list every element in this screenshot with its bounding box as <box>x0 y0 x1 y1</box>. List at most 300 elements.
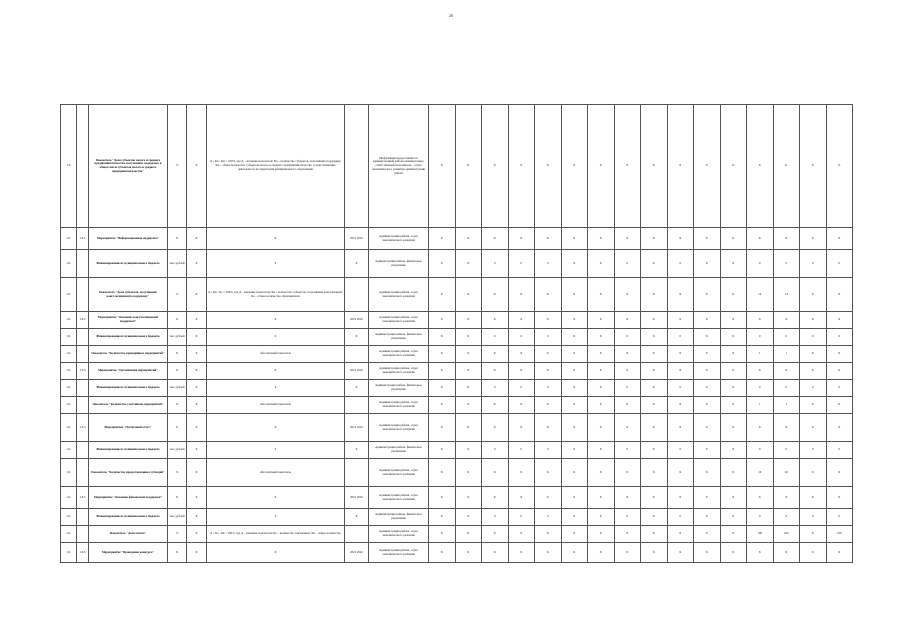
row-cell: Х <box>773 543 800 563</box>
row-cell: Х <box>614 346 641 363</box>
row-cell: Х <box>641 380 668 397</box>
table-row <box>61 397 853 414</box>
row-cell: Х <box>826 543 853 563</box>
table-row <box>61 329 853 346</box>
row-cell: Х <box>429 414 456 442</box>
row-formula: Х <box>207 228 345 250</box>
row-name: Показатель "Доля субъектов малого и среднего предпринимательства, получивших поддержку, в общем числе субъектов малого и среднего предпринимательства" <box>89 105 168 228</box>
row-cell: Х <box>429 278 456 312</box>
row-cell: Х <box>720 312 747 329</box>
row-cell: Х <box>535 228 562 250</box>
row-cell: Х <box>694 105 721 228</box>
row-unit: тыс. рублей <box>168 380 187 397</box>
table-row <box>61 250 853 278</box>
row-cell: Х <box>588 250 615 278</box>
row-cell: Х <box>508 414 535 442</box>
row-cell: Х <box>508 312 535 329</box>
row-number: 1.9. <box>61 509 77 526</box>
row-cell: Х <box>800 526 827 543</box>
row-cell: Х <box>667 543 694 563</box>
row-value: Х <box>187 442 207 459</box>
row-source: Администрация района, отдел экономического развития <box>369 487 429 509</box>
row-cell: 11 <box>826 105 853 228</box>
row-formula: Х <box>207 487 345 509</box>
row-cell: 0 <box>482 329 509 346</box>
table-row <box>61 278 853 312</box>
row-cell: Х <box>614 543 641 563</box>
row-cell: 0 <box>508 250 535 278</box>
row-value: Х <box>187 346 207 363</box>
row-cell: Х <box>588 487 615 509</box>
row-cell: 0 <box>667 250 694 278</box>
row-subnumber <box>77 278 89 312</box>
row-cell: 0 <box>614 509 641 526</box>
row-source: Администрация района, отдел экономического развития <box>369 414 429 442</box>
row-name: Мероприятие "Оказание консультационной поддержки" <box>89 312 168 329</box>
row-cell: Х <box>641 487 668 509</box>
row-cell: Х <box>694 312 721 329</box>
row-unit: Х <box>168 543 187 563</box>
row-source: Информация предоставляется администрацией района ежеквартально, ответственный исполнитель – отдел экономического развития администрации района <box>369 105 429 228</box>
row-subnumber: 1.9.6 <box>77 543 89 563</box>
row-cell: Х <box>720 228 747 250</box>
row-cell: Х <box>667 397 694 414</box>
row-name: Мероприятие "Организация мероприятий" <box>89 363 168 380</box>
row-cell: 0 <box>535 250 562 278</box>
row-cell: Х <box>455 414 482 442</box>
row-cell: Х <box>614 459 641 487</box>
row-cell: Х <box>614 487 641 509</box>
row-cell: Х <box>482 312 509 329</box>
row-cell: Х <box>747 363 774 380</box>
row-cell: Х <box>455 487 482 509</box>
row-source: Администрация района, отдел экономического развития <box>369 228 429 250</box>
row-value: Х <box>187 329 207 346</box>
row-cell: Х <box>455 228 482 250</box>
table-row <box>61 442 853 459</box>
row-source: Администрация района, отдел экономического развития <box>369 363 429 380</box>
row-unit: Х <box>168 397 187 414</box>
row-cell: Х <box>455 380 482 397</box>
row-cell: Х <box>588 442 615 459</box>
row-value: Х <box>187 380 207 397</box>
row-cell: Х <box>535 543 562 563</box>
row-cell: Х <box>800 487 827 509</box>
row-cell: Х <box>641 509 668 526</box>
row-cell: Х <box>535 278 562 312</box>
row-cell: Х <box>641 105 668 228</box>
row-name: Мероприятие "Информационная поддержка" <box>89 228 168 250</box>
row-cell: Х <box>429 397 456 414</box>
row-cell: Х <box>455 278 482 312</box>
row-cell: 0 <box>826 509 853 526</box>
row-cell: Х <box>455 543 482 563</box>
row-cell: 1 <box>773 397 800 414</box>
row-cell: Х <box>535 312 562 329</box>
row-formula: Абсолютный показатель <box>207 459 345 487</box>
row-cell: Х <box>429 487 456 509</box>
row-period: 2021 2022 <box>345 312 369 329</box>
row-formula: 0 <box>207 380 345 397</box>
row-subnumber <box>77 397 89 414</box>
row-formula: 0 <box>207 442 345 459</box>
row-name: Финансирование из муниципального бюджета <box>89 442 168 459</box>
row-cell: Х <box>588 346 615 363</box>
row-subnumber: 1.9.3 <box>77 363 89 380</box>
row-formula: Х <box>207 543 345 563</box>
row-cell: Х <box>614 397 641 414</box>
row-number: 1.9. <box>61 526 77 543</box>
row-cell: 0 <box>508 329 535 346</box>
row-unit: Х <box>168 346 187 363</box>
row-cell: Х <box>720 414 747 442</box>
row-cell: Х <box>720 543 747 563</box>
row-subnumber <box>77 459 89 487</box>
row-cell: Х <box>561 459 588 487</box>
row-cell: Х <box>826 312 853 329</box>
row-value: Х <box>187 312 207 329</box>
row-cell: Х <box>429 346 456 363</box>
row-subnumber <box>77 346 89 363</box>
row-cell: Х <box>535 397 562 414</box>
row-cell: Х <box>455 363 482 380</box>
row-cell: Х <box>800 105 827 228</box>
row-cell: Х <box>800 543 827 563</box>
row-cell: 100 <box>773 526 800 543</box>
row-cell: Х <box>641 414 668 442</box>
row-name: Показатель "Доля субъектов, получивших консультационную поддержку" <box>89 278 168 312</box>
row-cell: Х <box>720 442 747 459</box>
row-value: Х <box>187 228 207 250</box>
row-cell: Х <box>455 397 482 414</box>
row-cell: Х <box>588 278 615 312</box>
row-period <box>345 105 369 228</box>
row-cell: Х <box>720 397 747 414</box>
row-cell: 0 <box>614 250 641 278</box>
row-source: Администрация района, отдел экономического развития <box>369 526 429 543</box>
row-cell: 0 <box>800 509 827 526</box>
row-formula: Д = Кк / Ко × 100%, где Д – значение показателя; Кк – количество субъектов, получивших консультацию; Ко – общее количество обратившихся <box>207 278 345 312</box>
row-cell: Х <box>429 442 456 459</box>
row-cell: Х <box>800 278 827 312</box>
row-period: Х <box>345 329 369 346</box>
row-number: 1.9. <box>61 346 77 363</box>
row-cell: Х <box>482 414 509 442</box>
row-cell: 11 <box>720 105 747 228</box>
row-cell: Х <box>694 278 721 312</box>
row-formula: Д = Ко / Кв × 100%, где Д – значение показателя; Ко – количество охваченных; Кв – общее количество <box>207 526 345 543</box>
row-unit: Х <box>168 228 187 250</box>
row-unit: Х <box>168 487 187 509</box>
row-cell: Х <box>694 543 721 563</box>
row-formula: Х <box>207 363 345 380</box>
table-row <box>61 526 853 543</box>
row-cell: 0 <box>826 380 853 397</box>
row-cell: Х <box>508 526 535 543</box>
row-unit: тыс. рублей <box>168 250 187 278</box>
row-unit: тыс. рублей <box>168 509 187 526</box>
row-formula: Абсолютный показатель <box>207 346 345 363</box>
row-subnumber <box>77 526 89 543</box>
table-row <box>61 459 853 487</box>
row-cell: Х <box>667 278 694 312</box>
row-cell: Х <box>826 487 853 509</box>
row-cell: Х <box>561 509 588 526</box>
row-cell: Х <box>641 526 668 543</box>
row-cell: Х <box>614 228 641 250</box>
row-cell: 0 <box>800 250 827 278</box>
row-source: Администрация района, финансовое управление <box>369 442 429 459</box>
row-cell: 0 <box>667 509 694 526</box>
row-cell: Х <box>800 228 827 250</box>
row-cell: Х <box>482 228 509 250</box>
row-cell: 0 <box>800 442 827 459</box>
row-cell: 0 <box>535 380 562 397</box>
row-cell: Х <box>694 250 721 278</box>
row-cell: Х <box>800 363 827 380</box>
row-cell: Х <box>482 543 509 563</box>
row-period: 2021 2022 <box>345 543 369 563</box>
row-number: 1.9. <box>61 380 77 397</box>
row-cell: 14 <box>773 278 800 312</box>
row-cell: Х <box>429 380 456 397</box>
row-value: Х <box>187 278 207 312</box>
row-cell: Х <box>747 414 774 442</box>
row-value: Х <box>187 105 207 228</box>
table-row <box>61 414 853 442</box>
row-source: Администрация района, отдел экономического развития <box>369 397 429 414</box>
row-cell: Х <box>482 526 509 543</box>
row-cell: 1 <box>747 397 774 414</box>
table-row <box>61 346 853 363</box>
row-cell: Х <box>455 105 482 228</box>
row-cell: Х <box>588 509 615 526</box>
row-cell: 0 <box>826 250 853 278</box>
row-cell: Х <box>561 329 588 346</box>
row-cell: Х <box>561 346 588 363</box>
row-cell: Х <box>482 487 509 509</box>
row-number: 1.9. <box>61 312 77 329</box>
row-value: Х <box>187 487 207 509</box>
row-cell: 0 <box>482 250 509 278</box>
row-cell: 0 <box>747 329 774 346</box>
row-name: Финансирование из муниципального бюджета <box>89 509 168 526</box>
row-cell: Х <box>720 459 747 487</box>
row-cell: Х <box>588 414 615 442</box>
row-cell: Х <box>614 363 641 380</box>
row-cell: 0 <box>773 442 800 459</box>
row-cell: Х <box>482 363 509 380</box>
row-period <box>345 346 369 363</box>
row-formula: Х <box>207 312 345 329</box>
row-cell: Х <box>561 380 588 397</box>
row-cell: 0 <box>614 329 641 346</box>
table-row <box>61 105 853 228</box>
row-value: Х <box>187 397 207 414</box>
row-cell: Х <box>429 509 456 526</box>
row-cell: Х <box>614 105 641 228</box>
row-cell: Х <box>667 363 694 380</box>
row-cell: Х <box>482 346 509 363</box>
row-cell: 0 <box>773 509 800 526</box>
row-formula: 0 <box>207 329 345 346</box>
row-name: Мероприятие "Оказание финансовой поддержки" <box>89 487 168 509</box>
row-cell: Х <box>826 397 853 414</box>
row-value: Х <box>187 509 207 526</box>
row-cell: Х <box>720 250 747 278</box>
row-cell: 0 <box>773 250 800 278</box>
row-cell: Х <box>561 105 588 228</box>
row-cell: Х <box>667 346 694 363</box>
row-value: Х <box>187 543 207 563</box>
row-cell: Х <box>508 105 535 228</box>
row-cell: Х <box>588 228 615 250</box>
row-cell: Х <box>429 363 456 380</box>
row-subnumber: 1.9.4 <box>77 414 89 442</box>
row-period <box>345 459 369 487</box>
row-value: Х <box>187 363 207 380</box>
row-unit: % <box>168 278 187 312</box>
row-cell: Х <box>561 312 588 329</box>
row-cell: 100 <box>826 526 853 543</box>
table-row <box>61 380 853 397</box>
row-cell: Х <box>773 363 800 380</box>
row-cell: 0 <box>667 329 694 346</box>
table-row <box>61 509 853 526</box>
row-cell: Х <box>561 250 588 278</box>
row-value: Х <box>187 250 207 278</box>
table-row <box>61 363 853 380</box>
row-cell: Х <box>826 346 853 363</box>
table-row <box>61 543 853 563</box>
row-cell: Х <box>455 509 482 526</box>
row-cell: Х <box>694 363 721 380</box>
row-number: 1.9. <box>61 442 77 459</box>
row-cell: Х <box>747 543 774 563</box>
row-cell: Х <box>561 363 588 380</box>
row-cell: Х <box>482 397 509 414</box>
row-cell: Х <box>826 278 853 312</box>
row-unit: тыс. рублей <box>168 329 187 346</box>
row-cell: Х <box>482 278 509 312</box>
row-value: Х <box>187 526 207 543</box>
row-period <box>345 526 369 543</box>
row-cell: Х <box>614 278 641 312</box>
row-cell: Х <box>641 228 668 250</box>
row-cell: Х <box>720 363 747 380</box>
row-cell: Х <box>588 363 615 380</box>
row-cell: Х <box>588 105 615 228</box>
row-cell: Х <box>641 250 668 278</box>
row-name: Финансирование из муниципального бюджета <box>89 380 168 397</box>
row-formula: 0 <box>207 509 345 526</box>
row-cell: Х <box>667 228 694 250</box>
row-name: Показатель "Количество предоставленных субсидий" <box>89 459 168 487</box>
row-cell: Х <box>508 543 535 563</box>
row-cell: Х <box>508 487 535 509</box>
row-period <box>345 397 369 414</box>
row-unit: тыс. рублей <box>168 442 187 459</box>
row-source: Администрация района, финансовое управление <box>369 509 429 526</box>
row-cell: 0 <box>535 442 562 459</box>
row-cell: 0 <box>508 442 535 459</box>
row-name: Мероприятие "Проведение конкурса" <box>89 543 168 563</box>
row-subnumber: 1.9.1 <box>77 228 89 250</box>
row-cell: Х <box>455 346 482 363</box>
row-source: Администрация района, отдел экономического развития <box>369 543 429 563</box>
row-cell: 11 <box>773 105 800 228</box>
row-cell: Х <box>429 105 456 228</box>
row-cell: Х <box>694 459 721 487</box>
row-cell: 1 <box>747 346 774 363</box>
row-cell: Х <box>588 380 615 397</box>
row-cell: Х <box>826 414 853 442</box>
row-cell: Х <box>694 380 721 397</box>
row-number: 1.9. <box>61 329 77 346</box>
row-subnumber <box>77 509 89 526</box>
row-cell: Х <box>694 228 721 250</box>
row-cell: Х <box>429 459 456 487</box>
row-number: 1.9. <box>61 414 77 442</box>
row-cell: Х <box>535 363 562 380</box>
row-cell: Х <box>720 526 747 543</box>
row-number: 1.9. <box>61 250 77 278</box>
row-cell: Х <box>694 509 721 526</box>
row-cell: 0 <box>747 442 774 459</box>
row-number: 1.9. <box>61 228 77 250</box>
row-formula: Х <box>207 414 345 442</box>
row-cell: 0 <box>667 442 694 459</box>
row-cell: Х <box>641 442 668 459</box>
row-number: 1.9. <box>61 278 77 312</box>
row-cell: Х <box>561 442 588 459</box>
row-cell: Х <box>641 459 668 487</box>
row-number: 1.9. <box>61 397 77 414</box>
row-period: 2021 2022 <box>345 487 369 509</box>
row-cell: Х <box>455 329 482 346</box>
row-cell: 1 <box>773 346 800 363</box>
row-cell: 0 <box>747 250 774 278</box>
row-cell: Х <box>720 380 747 397</box>
row-cell: 0 <box>535 509 562 526</box>
row-cell: 0 <box>773 380 800 397</box>
row-cell: Х <box>720 329 747 346</box>
row-formula: Д = Кп / Км × 100%, где Д – значение показателя; Кп – количество субъектов, получивших поддержку; Км – общее количество субъектов малого и среднего предпринимательства, осуществляющих деятельность на территории муниципального образования <box>207 105 345 228</box>
row-name: Финансирование из муниципального бюджета <box>89 329 168 346</box>
row-number: 1.9. <box>61 363 77 380</box>
row-cell: Х <box>747 487 774 509</box>
row-cell: Х <box>508 278 535 312</box>
row-cell: Х <box>667 459 694 487</box>
row-cell: Х <box>561 487 588 509</box>
row-unit: Х <box>168 312 187 329</box>
row-cell: 0 <box>508 509 535 526</box>
row-cell: Х <box>747 312 774 329</box>
row-cell: Х <box>694 487 721 509</box>
row-cell: Х <box>641 363 668 380</box>
table-row <box>61 487 853 509</box>
row-subnumber <box>77 329 89 346</box>
row-cell: 10 <box>747 459 774 487</box>
row-cell: Х <box>773 414 800 442</box>
row-cell: Х <box>588 543 615 563</box>
row-cell: Х <box>429 228 456 250</box>
row-source: Администрация района, финансовое управление <box>369 380 429 397</box>
row-cell: Х <box>508 459 535 487</box>
row-cell: Х <box>508 228 535 250</box>
row-unit: % <box>168 526 187 543</box>
row-period: 2021 2022 <box>345 363 369 380</box>
